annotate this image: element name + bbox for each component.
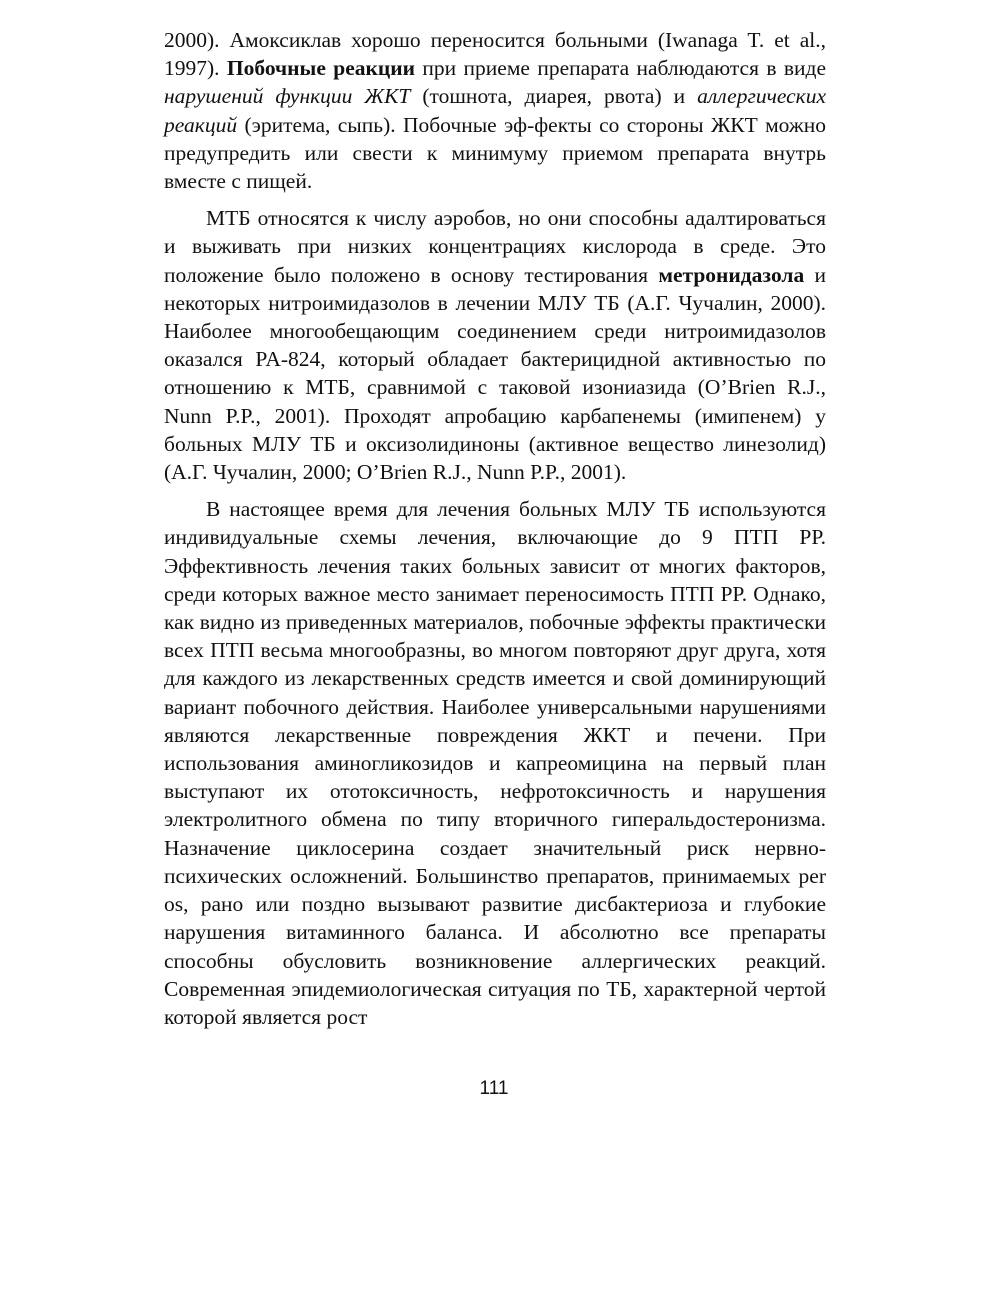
bold-term-side-effects: Побочные реакции <box>226 56 416 81</box>
text-run: МТБ относятся к числу аэробов, но они способны адалтироваться и выживать при низких концентрациях кислорода в среде. Это положение было положено в основу тестирования <box>164 206 826 287</box>
bold-term-metronidazole: метронидазола <box>658 262 805 287</box>
paragraph-1 <box>164 26 826 195</box>
text-run: В настоящее время для лечения больных МЛУ ТБ используются индивидуальные схемы лечения, включающие до 9 ПТП РР. Эффективность лечения таких больных зависит от многих факторов, среди которых важное место занимает переносимость ПТП РР. Однако, как видно из приведенных материалов, побочные эффекты практически всех ПТП весьма многообразны, во многом повторяют друг друга, хотя для каждого из лекарственных средств имеется и свой доминирующий вариант побочного действия. Наиболее универсальными нарушениями являются лекарственные повреждения ЖКТ и печени. При использования аминогликозидов и капреомицина на первый план выступают их ототоксичность, нефротоксичность и нарушения электролитного обмена по типу вторичного гиперальдостеронизма. Назначение циклосерина создает значительный риск нервно-психических осложнений. Большинство препаратов, принимаемых per os, рано или поздно вызывают развитие дисбактериоза и глубокие нарушения витаминного баланса. И абсолютно все препараты способны обусловить возникновение аллергических реакций. Современная эпидемиологическая ситуация по ТБ, характерной чертой которой является рост <box>164 497 826 1029</box>
paragraph-3 <box>164 495 826 1031</box>
text-run: (эритема, сыпь). Побочные эф-фекты со стороны ЖКТ можно предупредить или свести к минимуму приемом препарата внутрь вместе с пищей. <box>164 112 826 194</box>
italic-term-allergic-reactions: аллергических реакций <box>164 84 826 137</box>
text-run: при приеме препарата наблюдаются в виде <box>415 56 826 81</box>
text-run: (тошнота, диарея, рвота) и <box>410 84 698 109</box>
page-number: 111 <box>479 1078 509 1099</box>
text-run: и некоторых нитроимидазолов в лечении МЛУ ТБ (А.Г. Чучалин, 2000). Наиболее многообещающим соединением среди нитроимидазолов оказался PA-824, который обладает бактерицидной активностью по отношению к МТБ, сравнимой с таковой изониазида (O’Brien R.J., Nunn P.P., 2001). Проходят апробацию карбапенемы (имипенем) у больных МЛУ ТБ и оксизолидиноны (активное вещество линезолид) (А.Г. Чучалин, 2000; O’Brien R.J., Nunn P.P., 2001). <box>164 262 826 485</box>
italic-term-gi-dysfunction: нарушений функции ЖКТ <box>164 84 411 109</box>
paragraph-2 <box>164 204 826 486</box>
text-run: 2000). Амоксиклав хорошо переносится больными (Iwanaga T. et al., 1997). <box>164 28 826 81</box>
page-body <box>164 26 826 1031</box>
